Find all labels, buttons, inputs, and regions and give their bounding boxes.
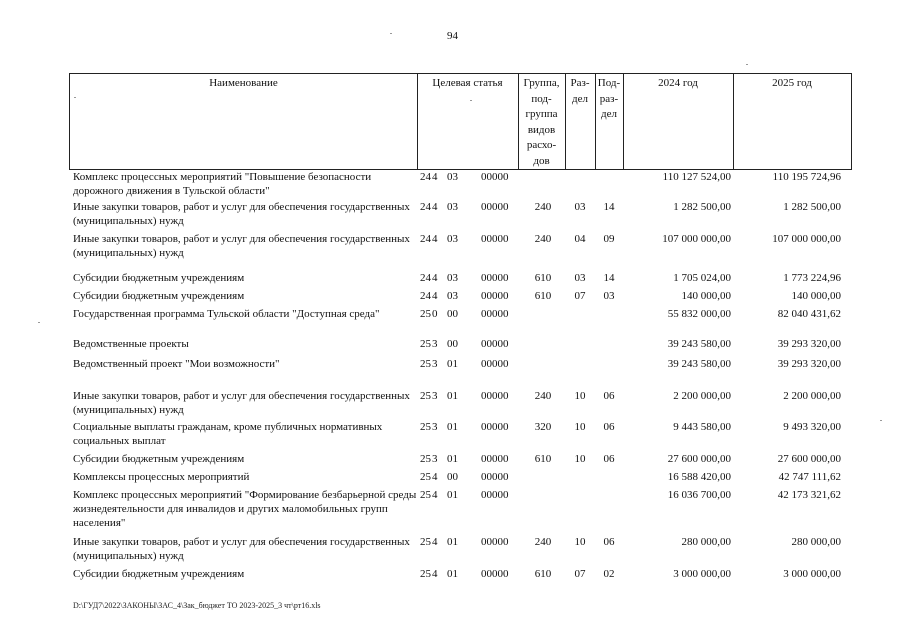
row-target-event: 01 (447, 390, 458, 402)
scan-speck (74, 97, 76, 98)
row-amount-2024: 39 243 580,00 (667, 358, 731, 370)
row-section: 03 (574, 272, 586, 284)
row-amount-2024: 3 000 000,00 (673, 568, 731, 580)
header-subsection-line: Под- (597, 77, 621, 89)
row-name: Субсидии бюджетным учреждениям (73, 272, 245, 284)
row-amount-2025: 39 293 320,00 (777, 338, 841, 350)
row-target-subprogram: 4 (432, 290, 438, 302)
row-target-program: 24 (420, 290, 431, 302)
row-target-subprogram: 4 (432, 171, 438, 183)
row-section: 07 (574, 290, 586, 302)
page-number: 94 (447, 30, 458, 42)
row-expense-group: 610 (534, 568, 552, 580)
header-group-line: расхо- (526, 139, 557, 151)
row-subsection: 09 (603, 233, 615, 245)
header-subsection-line: дел (601, 108, 617, 120)
row-target-event: 03 (447, 272, 458, 284)
row-target-event: 03 (447, 233, 458, 245)
header-target: Целевая статья (432, 77, 503, 89)
table-header (69, 73, 852, 170)
scan-speck (880, 420, 882, 421)
row-target-subprogram: 3 (432, 390, 438, 402)
row-amount-2025: 39 293 320,00 (777, 358, 841, 370)
scan-speck (390, 33, 392, 34)
row-target-event: 01 (447, 421, 458, 433)
header-name: Наименование (209, 77, 278, 89)
header-year-2024: 2024 год (658, 77, 698, 89)
row-amount-2025: 42 173 321,62 (777, 489, 841, 501)
row-target-direction: 00000 (481, 453, 509, 465)
row-amount-2024: 27 600 000,00 (667, 453, 731, 465)
row-section: 04 (574, 233, 586, 245)
file-path-footer: D:\ГУД7\2022\ЗАКОНЫ\ЗАС_4\Зак_бюджет ТО 2023-2025_3 чт\рт16.xls (73, 601, 321, 610)
row-target-program: 25 (420, 421, 431, 433)
row-target-program: 25 (420, 536, 431, 548)
row-name: Иные закупки товаров, работ и услуг для обеспечения государственных (муниципальных) нужд (73, 233, 410, 259)
header-group-line: под- (531, 92, 552, 105)
header-section-line: Раз- (570, 77, 590, 89)
row-amount-2024: 140 000,00 (681, 290, 731, 302)
row-expense-group: 610 (534, 290, 552, 302)
row-expense-group: 320 (534, 421, 552, 433)
row-expense-group: 240 (534, 390, 552, 402)
row-target-program: 24 (420, 201, 431, 213)
row-target-subprogram: 3 (432, 453, 438, 465)
row-target-event: 00 (447, 308, 458, 320)
row-target-direction: 00000 (481, 338, 509, 350)
row-expense-group: 240 (534, 233, 552, 245)
row-amount-2025: 1 773 224,96 (783, 272, 841, 284)
row-target-subprogram: 4 (432, 471, 438, 483)
header-group-line: видов (527, 123, 556, 136)
scan-speck (746, 64, 748, 65)
row-target-event: 00 (447, 338, 458, 350)
row-amount-2024: 2 200 000,00 (673, 390, 731, 402)
row-target-program: 25 (420, 308, 431, 320)
row-amount-2025: 110 195 724,96 (772, 171, 841, 183)
row-amount-2024: 110 127 524,00 (662, 171, 731, 183)
row-name: Комплексы процессных мероприятий (73, 471, 250, 483)
row-target-event: 03 (447, 290, 458, 302)
row-target-direction: 00000 (481, 272, 509, 284)
row-amount-2024: 16 036 700,00 (667, 489, 731, 501)
row-amount-2025: 9 493 320,00 (783, 421, 841, 433)
row-name: Социальные выплаты гражданам, кроме публичных нормативных социальных выплат (73, 421, 383, 447)
row-target-program: 24 (420, 272, 431, 284)
row-target-program: 25 (420, 453, 431, 465)
row-amount-2025: 42 747 111,62 (778, 471, 841, 483)
row-target-direction: 00000 (481, 171, 509, 183)
row-amount-2025: 82 040 431,62 (777, 308, 841, 320)
row-target-direction: 00000 (481, 358, 509, 370)
row-target-program: 25 (420, 489, 431, 501)
row-target-direction: 00000 (481, 201, 509, 213)
row-name: Иные закупки товаров, работ и услуг для обеспечения государственных (муниципальных) нужд (73, 536, 410, 562)
row-amount-2024: 280 000,00 (681, 536, 731, 548)
row-target-subprogram: 4 (432, 272, 438, 284)
row-amount-2025: 2 200 000,00 (783, 390, 841, 402)
row-target-subprogram: 4 (432, 233, 438, 245)
row-amount-2024: 39 243 580,00 (667, 338, 731, 350)
row-name: Иные закупки товаров, работ и услуг для обеспечения государственных (муниципальных) нужд (73, 390, 410, 416)
row-target-program: 25 (420, 358, 431, 370)
row-amount-2024: 1 705 024,00 (673, 272, 731, 284)
row-subsection: 06 (603, 390, 615, 402)
row-amount-2025: 3 000 000,00 (783, 568, 841, 580)
row-target-direction: 00000 (481, 290, 509, 302)
row-section: 03 (574, 201, 586, 213)
row-name: Субсидии бюджетным учреждениям (73, 453, 245, 465)
row-amount-2025: 107 000 000,00 (772, 233, 841, 245)
row-target-subprogram: 3 (432, 338, 438, 350)
header-subsection (595, 76, 623, 123)
row-target-direction: 00000 (481, 471, 509, 483)
scan-speck (38, 322, 40, 323)
row-target-program: 25 (420, 568, 431, 580)
row-amount-2025: 27 600 000,00 (777, 453, 841, 465)
row-amount-2025: 140 000,00 (791, 290, 841, 302)
scan-speck (470, 100, 472, 101)
row-target-event: 03 (447, 171, 458, 183)
row-name: Государственная программа Тульской области "Доступная среда" (73, 308, 380, 320)
row-name: Ведомственный проект "Мои возможности" (73, 358, 280, 370)
header-section-line: дел (572, 92, 588, 105)
row-amount-2025: 280 000,00 (791, 536, 841, 548)
header-group-line: Группа, (523, 77, 560, 89)
row-section: 10 (574, 453, 586, 465)
row-section: 10 (574, 421, 586, 433)
row-amount-2024: 1 282 500,00 (673, 201, 731, 213)
row-target-direction: 00000 (481, 568, 509, 580)
row-name: Комплекс процессных мероприятий "Формирование безбарьерной среды жизнедеятельности для инвалидов и других маломобильных групп населения" (73, 489, 417, 529)
header-year-2025: 2025 год (772, 77, 812, 89)
row-section: 10 (574, 390, 586, 402)
row-target-event: 01 (447, 536, 458, 548)
row-target-event: 01 (447, 453, 458, 465)
row-target-program: 25 (420, 471, 431, 483)
row-target-subprogram: 3 (432, 421, 438, 433)
row-amount-2024: 16 588 420,00 (667, 471, 731, 483)
row-target-direction: 00000 (481, 536, 509, 548)
row-amount-2024: 55 832 000,00 (667, 308, 731, 320)
row-target-subprogram: 4 (432, 568, 438, 580)
row-target-subprogram: 3 (432, 358, 438, 370)
row-section: 07 (574, 568, 586, 580)
row-expense-group: 240 (534, 201, 552, 213)
row-name: Ведомственные проекты (73, 338, 189, 350)
row-target-program: 25 (420, 338, 431, 350)
row-target-subprogram: 4 (432, 201, 438, 213)
row-target-event: 01 (447, 489, 458, 501)
row-name: Иные закупки товаров, работ и услуг для обеспечения государственных (муниципальных) нужд (73, 201, 410, 227)
row-section: 10 (574, 536, 586, 548)
row-target-program: 25 (420, 390, 431, 402)
row-target-direction: 00000 (481, 233, 509, 245)
row-subsection: 06 (603, 421, 615, 433)
row-amount-2024: 107 000 000,00 (662, 233, 731, 245)
row-target-direction: 00000 (481, 390, 509, 402)
row-target-program: 24 (420, 171, 431, 183)
row-subsection: 06 (603, 536, 615, 548)
row-expense-group: 240 (534, 536, 552, 548)
row-name: Субсидии бюджетным учреждениям (73, 290, 245, 302)
row-target-direction: 00000 (481, 308, 509, 320)
row-target-event: 01 (447, 568, 458, 580)
row-expense-group: 610 (534, 272, 552, 284)
row-target-direction: 00000 (481, 421, 509, 433)
row-subsection: 02 (603, 568, 615, 580)
row-target-event: 00 (447, 471, 458, 483)
row-target-event: 01 (447, 358, 458, 370)
row-subsection: 06 (603, 453, 615, 465)
header-section (565, 76, 595, 107)
row-name: Комплекс процессных мероприятий "Повышение безопасности дорожного движения в Тульской области" (73, 171, 372, 197)
row-target-subprogram: 4 (432, 489, 438, 501)
row-target-subprogram: 4 (432, 536, 438, 548)
row-name: Субсидии бюджетным учреждениям (73, 568, 245, 580)
row-subsection: 14 (603, 272, 615, 284)
row-target-program: 24 (420, 233, 431, 245)
row-target-subprogram: 0 (432, 308, 438, 320)
header-group-line: группа (525, 108, 558, 120)
row-target-event: 03 (447, 201, 458, 213)
row-subsection: 03 (603, 290, 615, 302)
row-subsection: 14 (603, 201, 615, 213)
header-subsection-line: раз- (599, 92, 619, 105)
row-amount-2024: 9 443 580,00 (673, 421, 731, 433)
header-group (518, 76, 565, 169)
row-target-direction: 00000 (481, 489, 509, 501)
row-expense-group: 610 (534, 453, 552, 465)
header-group-line: дов (533, 154, 550, 167)
row-amount-2025: 1 282 500,00 (783, 201, 841, 213)
